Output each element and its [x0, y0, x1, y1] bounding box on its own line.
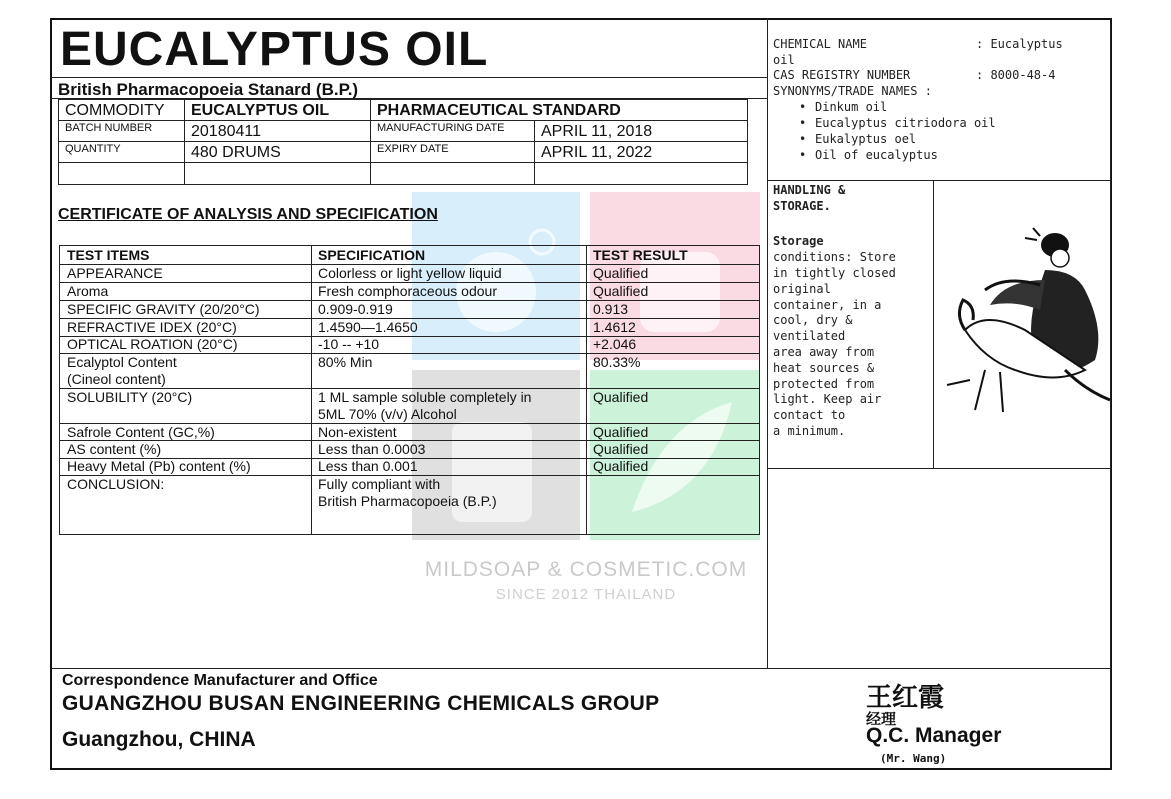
chemical-name-label: CHEMICAL NAME [773, 37, 867, 51]
chemical-name-cont: oil [773, 53, 795, 67]
empty-cell [185, 163, 371, 184]
table-cell-item: Heavy Metal (Pb) content (%) [67, 458, 251, 474]
header-row-batch [59, 121, 747, 142]
col-divider [311, 246, 312, 534]
certificate-heading: CERTIFICATE OF ANALYSIS AND SPECIFICATION [58, 206, 438, 223]
empty-cell [59, 163, 185, 184]
footer-city: Guangzhou, CHINA [62, 728, 256, 751]
synonym-item: Oil of eucalyptus [815, 148, 938, 162]
storage-line: container, in a [773, 298, 882, 312]
storage-line: contact to [773, 408, 846, 422]
storage-line: a minimum. [773, 424, 846, 438]
table-cell-item-sub: (Cineol content) [67, 371, 166, 387]
batch-value: 20180411 [185, 121, 371, 141]
table-cell-result: +2.046 [593, 336, 637, 352]
synonym-item: Dinkum oil [815, 100, 888, 114]
col-header-test-items: TEST ITEMS [67, 247, 150, 263]
table-cell-spec: 80% Min [318, 354, 373, 370]
storage-heading: STORAGE. [773, 199, 831, 213]
divider-right-mid [767, 468, 1112, 469]
watermark-subtext: SINCE 2012 THAILAND [495, 586, 677, 603]
table-cell-item: APPEARANCE [67, 265, 163, 281]
divider-footer [50, 668, 1112, 669]
header-row-commodity [59, 100, 747, 121]
synonym-item: Eucalyptus citriodora oil [815, 116, 996, 130]
expiry-label: EXPIRY DATE [371, 142, 535, 162]
header-row-quantity [59, 142, 747, 163]
synonyms-label: SYNONYMS/TRADE NAMES : [773, 84, 932, 98]
col-header-test-result: TEST RESULT [593, 247, 688, 263]
table-cell-result: Qualified [593, 389, 649, 405]
table-cell-spec: Colorless or light yellow liquid [318, 265, 502, 281]
header-row-empty [59, 163, 747, 184]
watermark-text: MILDSOAP & COSMETIC.COM [424, 558, 748, 581]
qc-manager-label: Q.C. Manager [866, 724, 1002, 747]
empty-cell [371, 163, 535, 184]
signature-title: 经理 [866, 710, 897, 728]
table-cell-result: Qualified [593, 458, 649, 474]
storage-line: light. Keep air [773, 392, 882, 406]
storage-line: original [773, 282, 831, 296]
table-cell-item: Ecalyptol Content [67, 354, 177, 370]
table-cell-result: Qualified [593, 265, 649, 281]
cas-value: : 8000-48-4 [976, 68, 1056, 82]
batch-label: BATCH NUMBER [59, 121, 185, 141]
table-cell-spec: -10 -- +10 [318, 336, 380, 352]
storage-line: in tightly closed [773, 266, 896, 280]
quantity-label: QUANTITY [59, 142, 185, 162]
table-cell-spec: Less than 0.0003 [318, 441, 426, 457]
table-cell-spec: Fresh comphoraceous odour [318, 283, 497, 299]
table-cell-result: Qualified [593, 283, 649, 299]
storage-line: conditions: Store [773, 250, 896, 264]
commodity-value: EUCALYPTUS OIL [185, 100, 371, 120]
commodity-label: COMMODITY [59, 100, 185, 120]
analysis-table [59, 245, 760, 535]
table-cell-spec: Fully compliant with [318, 476, 441, 492]
divider-footer-vertical [1110, 18, 1111, 770]
divider-right-top [767, 180, 1112, 181]
table-cell-item: Aroma [67, 283, 109, 299]
synonym-item: Eukalyptus oel [815, 132, 917, 146]
bullet-icon: • [799, 148, 807, 162]
divider-title [50, 77, 767, 78]
bullet-icon: • [799, 116, 807, 130]
table-cell-item: SOLUBILITY (20°C) [67, 389, 193, 405]
table-cell-item: REFRACTIVE IDEX (20°C) [67, 319, 237, 335]
handling-heading: HANDLING & [773, 183, 846, 197]
table-cell-spec: 1.4590—1.4650 [318, 319, 418, 335]
cas-label: CAS REGISTRY NUMBER [773, 68, 911, 82]
table-cell-result: Qualified [593, 424, 649, 440]
divider-storage-vertical [933, 180, 934, 469]
mfg-value: APRIL 11, 2018 [541, 123, 653, 140]
storage-line: area away from [773, 345, 875, 359]
table-cell-spec: 0.909-0.919 [318, 301, 393, 317]
table-cell-spec-sub: 5ML 70% (v/v) Alcohol [318, 406, 457, 422]
table-cell-item: Safrole Content (GC,%) [67, 424, 215, 440]
manager-name: (Mr. Wang) [880, 752, 947, 765]
document-title: EUCALYPTUS OIL [60, 23, 489, 76]
table-cell-spec: Non-existent [318, 424, 397, 440]
storage-line: ventilated [773, 329, 846, 343]
table-cell-spec-sub: British Pharmacopoeia (B.P.) [318, 493, 497, 509]
crane-lady-illustration [945, 220, 1110, 420]
col-divider [586, 246, 587, 534]
col-header-specification: SPECIFICATION [318, 247, 426, 263]
header-table [58, 99, 748, 185]
table-cell-spec: 1 ML sample soluble completely in [318, 389, 532, 405]
table-cell-item: CONCLUSION: [67, 476, 165, 492]
table-cell-item: OPTICAL ROATION (20°C) [67, 336, 238, 352]
chemical-name-value: : Eucalyptus [976, 37, 1063, 51]
footer-company: GUANGZHOU BUSAN ENGINEERING CHEMICALS GROUP [62, 692, 660, 715]
bullet-icon: • [799, 132, 807, 146]
table-cell-item: SPECIFIC GRAVITY (20/20°C) [67, 301, 260, 317]
table-cell-result: 1.4612 [593, 319, 636, 335]
signature-name: 王红霞 [866, 683, 945, 713]
storage-line: protected from [773, 377, 875, 391]
table-cell-result: 0.913 [593, 301, 629, 317]
footer-correspondence: Correspondence Manufacturer and Office [62, 672, 378, 689]
storage-subheading: Storage [773, 234, 824, 248]
table-cell-result: 80.33% [593, 354, 641, 370]
standard-label: PHARMACEUTICAL STANDARD [377, 102, 621, 119]
document-subtitle: British Pharmacopoeia Stanard (B.P.) [58, 80, 359, 99]
table-cell-spec: Less than 0.001 [318, 458, 418, 474]
storage-line: cool, dry & [773, 313, 853, 327]
table-cell-result: Qualified [593, 441, 649, 457]
storage-line: heat sources & [773, 361, 875, 375]
table-cell-item: AS content (%) [67, 441, 162, 457]
bullet-icon: • [799, 100, 807, 114]
divider-main-vertical [767, 18, 768, 669]
mfg-label: MANUFACTURING DATE [371, 121, 535, 141]
quantity-value: 480 DRUMS [185, 142, 371, 162]
expiry-value: APRIL 11, 2022 [541, 144, 653, 161]
